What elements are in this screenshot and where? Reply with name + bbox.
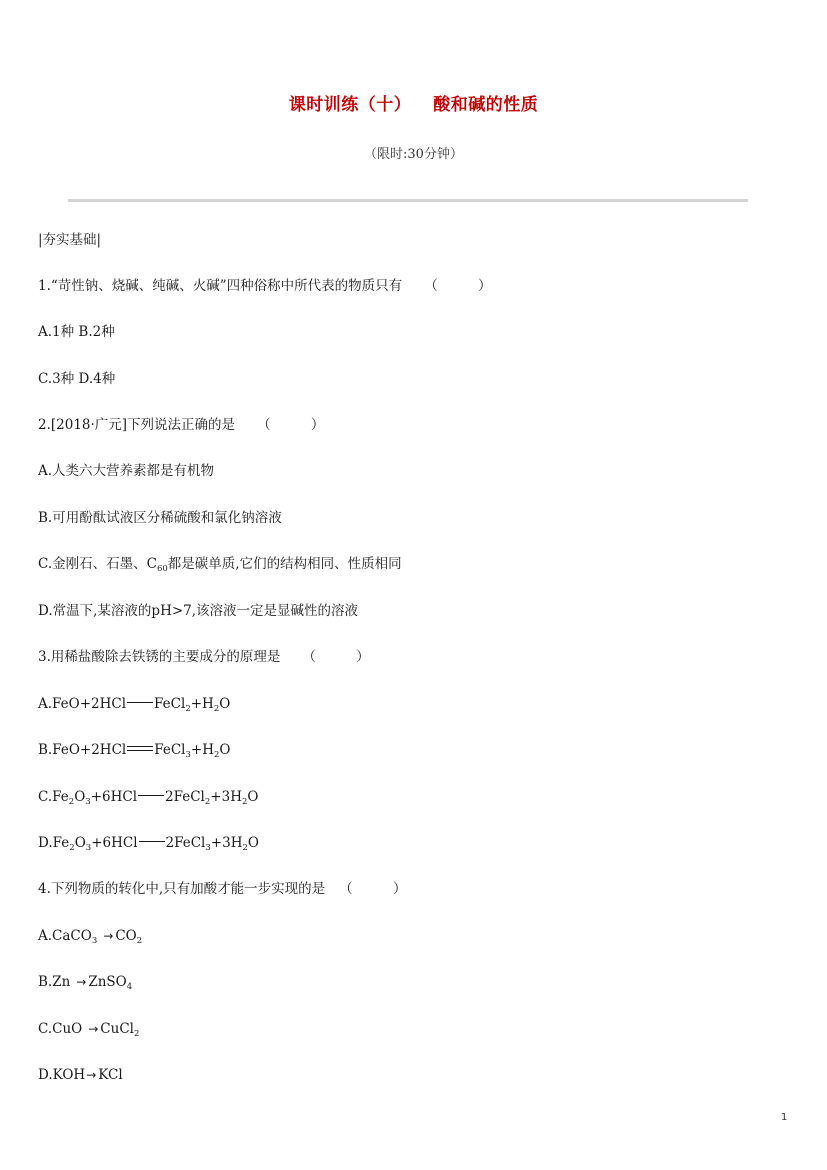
q3-option-d <box>38 834 259 852</box>
arrow-right-icon: → <box>103 929 114 943</box>
q3-c-l1: C.Fe <box>38 789 69 805</box>
q3-c-l2: O <box>74 789 86 805</box>
q4-a-sub1: 3 <box>91 936 98 946</box>
q4-b-product: ZnSO <box>88 974 127 990</box>
q1-answer-blank: （ ） <box>424 278 510 294</box>
page-number: 1 <box>781 1112 788 1123</box>
q3-stem-text: 3.用稀盐酸除去铁锈的主要成分的原理是 <box>38 649 281 665</box>
q3-c-rs2: 2 <box>241 797 248 807</box>
q1-options-cd: C.3种 D.4种 <box>38 371 116 387</box>
q2-c-post: 都是碳单质,它们的结构相同、性质相同 <box>167 556 402 572</box>
q2-option-b: B.可用酚酞试液区分稀硫酸和氯化钠溶液 <box>38 510 282 526</box>
q3-answer-blank: （ ） <box>302 649 388 665</box>
q3-a-rhs3: O <box>219 696 231 712</box>
q2-answer-blank: （ ） <box>257 417 343 433</box>
q3-d-r3: O <box>247 835 259 851</box>
q3-option-b <box>38 741 231 759</box>
q4-c-sub2: 2 <box>133 1029 140 1039</box>
question-1-stem <box>38 277 509 295</box>
q4-d-product: KCl <box>98 1067 123 1083</box>
q3-a-equals <box>127 702 153 703</box>
q3-b-rhs1: FeCl <box>154 742 186 758</box>
q3-c-rs1: 2 <box>204 797 211 807</box>
q1-stem-text: 1.“苛性钠、烧碱、纯碱、火碱”四种俗称中所代表的物质只有 <box>38 278 403 294</box>
arrow-right-icon: → <box>76 975 87 989</box>
q3-b-rhs3: O <box>219 742 231 758</box>
q3-d-r1: 2FeCl <box>165 835 206 851</box>
q2-stem-text: 2.[2018·广元]下列说法正确的是 <box>38 417 236 433</box>
q4-a-sub2: 2 <box>136 936 143 946</box>
q3-c-ls1: 2 <box>68 797 75 807</box>
question-3-stem <box>38 648 388 666</box>
q3-b-sub2: 2 <box>214 750 220 760</box>
q3-a-sub1: 2 <box>185 704 191 714</box>
q3-a-rhs1: FeCl <box>154 696 186 712</box>
time-limit: （限时:30分钟） <box>364 147 463 162</box>
q3-b-rhs2: +H <box>190 742 214 758</box>
q4-a-reactant: A.CaCO <box>38 928 92 944</box>
q3-a-lhs: A.FeO+2HCl <box>38 696 127 712</box>
q3-option-a <box>38 695 230 713</box>
q3-c-equals <box>138 795 164 796</box>
q3-d-ls2: 3 <box>85 843 92 853</box>
q4-option-b <box>38 973 132 991</box>
q3-a-rhs2: +H <box>190 696 214 712</box>
section-label: |夯实基础| <box>38 232 102 248</box>
q3-d-rs1: 3 <box>205 843 211 853</box>
q4-option-c <box>38 1020 139 1038</box>
q4-c-product: CuCl <box>100 1021 134 1037</box>
q3-d-l1: D.Fe <box>38 835 70 851</box>
arrow-right-icon: → <box>86 1068 97 1082</box>
q4-answer-blank: （ ） <box>339 881 425 897</box>
q3-d-l3: +6HCl <box>91 835 138 851</box>
question-4-stem <box>38 880 424 898</box>
q3-b-lhs: B.FeO+2HCl <box>38 742 127 758</box>
title-part-1: 课时训练（十） <box>288 95 412 115</box>
divider-rule <box>68 199 748 202</box>
q4-c-reactant: C.CuO <box>38 1021 83 1037</box>
q3-c-l3: +6HCl <box>90 789 138 805</box>
q4-d-reactant: D.KOH <box>38 1067 86 1083</box>
q3-d-l2: O <box>74 835 86 851</box>
q3-a-sub2: 2 <box>213 704 220 714</box>
question-2-stem <box>38 416 342 434</box>
q4-b-reactant: B.Zn <box>38 974 71 990</box>
q2-c-pre: C.金刚石、石墨、C <box>38 556 157 572</box>
q4-b-sub2: 4 <box>126 982 133 992</box>
q2-option-c <box>38 555 402 573</box>
title-part-2: 酸和碱的性质 <box>433 95 539 115</box>
q2-option-a: A.人类六大营养素都是有机物 <box>38 463 215 479</box>
q3-b-sub1: 3 <box>185 750 191 760</box>
q4-stem-text: 4.下列物质的转化中,只有加酸才能一步实现的是 <box>38 881 326 897</box>
q3-d-rs2: 2 <box>242 843 248 853</box>
q3-c-r2: +3H <box>210 789 242 805</box>
q3-d-r2: +3H <box>210 835 243 851</box>
q3-c-r1: 2FeCl <box>165 789 205 805</box>
q3-d-ls1: 2 <box>69 843 75 853</box>
arrow-right-icon: → <box>88 1022 99 1036</box>
q2-option-d: D.常温下,某溶液的pH>7,该溶液一定是显碱性的溶液 <box>38 603 359 619</box>
q4-a-product: CO <box>115 928 137 944</box>
q3-b-equals <box>127 746 153 751</box>
q3-c-ls2: 3 <box>85 797 91 807</box>
q1-options-ab: A.1种 B.2种 <box>38 324 115 340</box>
page-title <box>0 90 827 115</box>
q3-d-equals <box>139 841 165 842</box>
q4-option-a <box>38 927 142 945</box>
q2-c-sub: 60 <box>156 564 168 574</box>
q4-option-d <box>38 1066 123 1084</box>
q3-c-r3: O <box>247 789 259 805</box>
q3-option-c <box>38 788 258 806</box>
